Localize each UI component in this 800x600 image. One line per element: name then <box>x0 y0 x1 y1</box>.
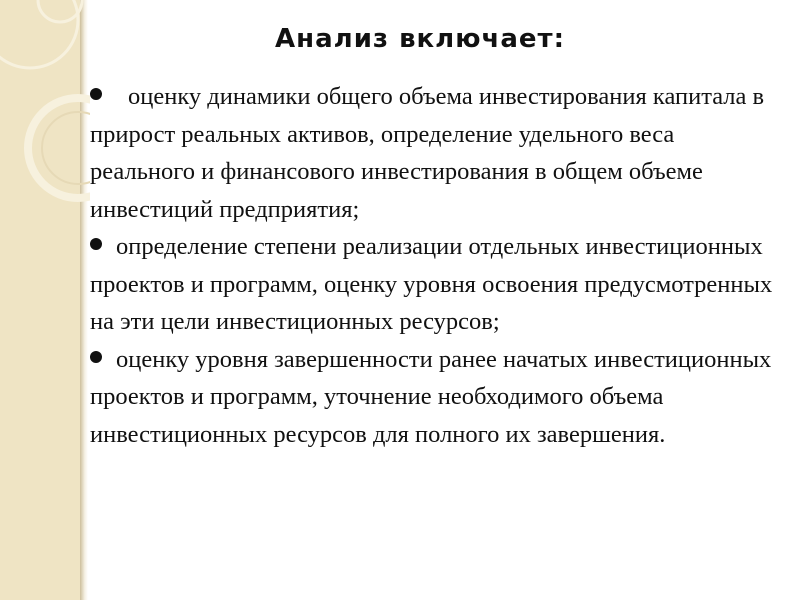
bullet-item <box>90 78 780 228</box>
bullet-item-text: оценку уровня завершенности ранее начатых инвестиционных проектов и программ, уточнение необходимого объема инвестиционных ресурсов для полного их завершения. <box>90 345 772 448</box>
slide-title: Анализ включает: <box>275 24 565 54</box>
bullet-dot-icon <box>90 351 102 363</box>
bullet-list <box>90 78 780 453</box>
bullet-dot-icon <box>90 88 102 100</box>
bullet-item <box>90 228 780 341</box>
bullet-dot-icon <box>90 238 102 250</box>
bullet-item-text: определение степени реализации отдельных инвестиционных проектов и программ, оценку уровня освоения предусмотренных на эти цели инвестиционных ресурсов; <box>90 233 773 335</box>
bullet-item-text: оценку динамики общего объема инвестирования капитала в прирост реальных активов, определение удельного веса реального и финансового инвестирования в общем объеме инвестиций предприятия; <box>90 83 765 223</box>
decorative-circles-graphic <box>0 0 90 600</box>
bullet-item <box>90 341 780 454</box>
